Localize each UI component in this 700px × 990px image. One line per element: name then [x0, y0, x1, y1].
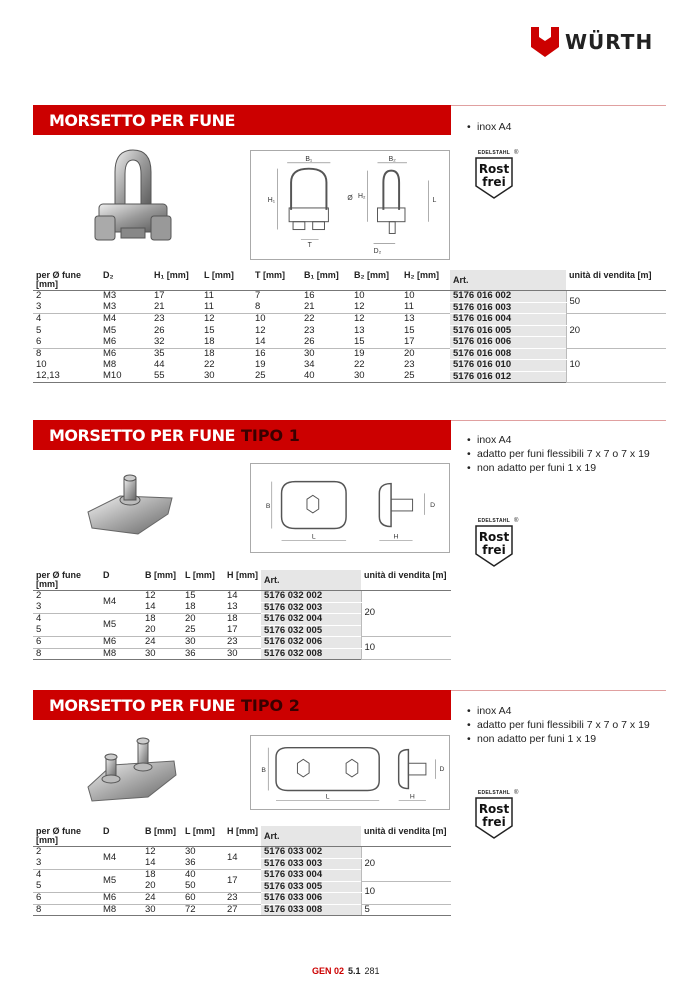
- feature-item: • adatto per funi flessibili 7 x 7 o 7 x 19: [467, 718, 650, 732]
- cell: 3: [36, 857, 42, 869]
- cell: 13: [354, 324, 365, 336]
- sales-unit: 20: [566, 314, 666, 349]
- cell: 20: [145, 880, 156, 892]
- col-header: unità di vendita [m]: [566, 270, 666, 291]
- article-number: 5176 033 002: [261, 847, 361, 859]
- table-row: [33, 847, 451, 859]
- article-number: 5176 016 010: [450, 360, 566, 372]
- dim-label: L: [432, 197, 437, 205]
- cell: 18: [142, 614, 182, 626]
- dim-label: D: [439, 766, 445, 774]
- feature-item: • adatto per funi flessibili 7 x 7 o 7 x 19: [467, 447, 650, 461]
- col-header: B₁ [mm]: [301, 270, 351, 291]
- cell: 21: [304, 301, 315, 313]
- section-title: MORSETTO PER FUNE: [49, 425, 235, 445]
- cell: M6: [100, 348, 151, 360]
- col-header: per Ø fune [mm]: [33, 826, 100, 847]
- cell: 2: [36, 846, 42, 858]
- cell: 14: [227, 590, 238, 602]
- cell: M6: [100, 637, 142, 649]
- cell: 10: [354, 290, 365, 302]
- cell: 7: [255, 290, 261, 302]
- cell: 12: [351, 314, 401, 326]
- spec-table-2: [33, 570, 451, 660]
- cell: 17: [154, 290, 165, 302]
- cell: 14: [145, 601, 156, 613]
- cell: 50: [185, 880, 196, 892]
- cell: 36: [185, 857, 196, 869]
- cell: 30: [142, 904, 182, 916]
- sales-unit: 5: [361, 904, 451, 916]
- cell: 30: [351, 371, 401, 383]
- col-header: L [mm]: [201, 270, 252, 291]
- cell: 2: [36, 590, 42, 602]
- cell: 3: [36, 301, 42, 313]
- cell: 18: [201, 348, 252, 360]
- article-number: 5176 033 004: [261, 870, 361, 882]
- cell: M8: [100, 648, 142, 660]
- cell: 21: [154, 301, 165, 313]
- cell: M6: [103, 335, 117, 347]
- cell: M8: [100, 904, 142, 916]
- cell: 8: [33, 348, 100, 360]
- cell: 5: [36, 880, 42, 892]
- cell: 22: [301, 314, 351, 326]
- section-banner-3: [33, 690, 451, 720]
- cell: 8: [255, 301, 261, 313]
- cell: 4: [33, 314, 100, 326]
- cell: 25: [185, 624, 196, 636]
- cell: M3: [103, 290, 117, 302]
- page-number: 281: [364, 966, 380, 976]
- feature-list-1: [467, 120, 511, 134]
- sales-unit: 10: [361, 637, 451, 660]
- cell: 19: [255, 359, 266, 370]
- table-row: [33, 291, 666, 303]
- section-title-accent: TIPO 2: [240, 695, 300, 715]
- cell: 60: [182, 893, 224, 905]
- sales-unit: 20: [361, 847, 451, 882]
- badge-line1: Rost: [478, 162, 510, 176]
- cell: 14: [145, 857, 156, 869]
- cell: M4: [103, 851, 117, 863]
- cell: 12: [145, 846, 156, 858]
- wurth-logo: [531, 27, 653, 57]
- spec-table-1: [33, 270, 666, 383]
- cell: 3: [36, 601, 42, 613]
- cell: 15: [354, 335, 365, 347]
- article-number: 5176 016 004: [450, 314, 566, 326]
- article-number: 5176 032 006: [261, 637, 361, 649]
- col-header: unità di vendita [m]: [361, 826, 451, 847]
- cell: 8: [33, 648, 100, 660]
- dim-label: B: [261, 767, 266, 775]
- rope-clip-type2-photo: [82, 735, 182, 815]
- cell: 23: [151, 314, 201, 326]
- cell: 23: [404, 359, 415, 370]
- cell: 35: [151, 348, 201, 360]
- cell: 4: [33, 870, 100, 882]
- cell: 15: [204, 324, 215, 336]
- cell: 17: [224, 870, 261, 893]
- dim-label: Ø: [347, 195, 353, 203]
- col-header: H₁ [mm]: [151, 270, 201, 291]
- cell: 55: [151, 371, 201, 383]
- cell: M3: [103, 301, 117, 313]
- article-number: 5176 016 008: [450, 348, 566, 360]
- cell: 12: [201, 314, 252, 326]
- cell: 11: [404, 301, 414, 313]
- badge-reg: ®: [514, 150, 519, 156]
- table-header-row: [33, 826, 451, 847]
- dim-label: H: [409, 793, 415, 801]
- dim-label: L: [325, 793, 330, 801]
- table-row: [33, 637, 451, 649]
- col-header: D: [100, 826, 142, 847]
- cell: 30: [201, 371, 252, 383]
- section-title-accent: TIPO 1: [240, 425, 300, 445]
- cell: 25: [252, 371, 301, 383]
- sales-unit: 10: [566, 348, 666, 383]
- sales-unit: 10: [361, 881, 451, 904]
- technical-drawing-2: [250, 463, 450, 553]
- cell: 30: [224, 648, 261, 660]
- badge-top-text: EDELSTAHL: [477, 150, 511, 156]
- cell: 26: [304, 335, 315, 347]
- badge-top-text: EDELSTAHL: [477, 790, 511, 796]
- cell: 2: [36, 290, 42, 302]
- footer-code: GEN 02: [312, 966, 345, 976]
- section-banner-2: [33, 420, 451, 450]
- col-header: H [mm]: [224, 826, 261, 847]
- section-rule: [451, 420, 666, 421]
- cell: 36: [182, 648, 224, 660]
- cell: 16: [304, 290, 315, 302]
- rostfrei-badge: [470, 518, 518, 574]
- article-number: 5176 032 004: [261, 614, 361, 626]
- cell: 12,13: [33, 371, 100, 383]
- cell: 23: [224, 637, 261, 649]
- spec-table-3: [33, 826, 451, 916]
- cell: 32: [154, 335, 165, 347]
- table-row: [33, 314, 666, 326]
- col-header: per Ø fune [mm]: [33, 570, 100, 591]
- footer-section: 5.1: [348, 966, 361, 976]
- article-number: 5176 033 008: [261, 904, 361, 916]
- dim-label: L: [311, 533, 316, 541]
- cell: 23: [304, 324, 315, 336]
- cell: 27: [224, 904, 261, 916]
- table-header-row: [33, 570, 451, 591]
- technical-drawing-3: [250, 735, 450, 810]
- col-header: T [mm]: [252, 270, 301, 291]
- section-title: MORSETTO PER FUNE: [49, 695, 235, 715]
- cell: 13: [227, 601, 238, 613]
- col-header: D₂: [100, 270, 151, 291]
- cell: 14: [227, 851, 238, 863]
- cell: M8: [103, 359, 117, 370]
- feature-list-3: [467, 704, 650, 746]
- article-number: 5176 016 003: [450, 302, 566, 314]
- badge-reg: ®: [514, 790, 519, 796]
- article-number: 5176 033 006: [261, 893, 361, 905]
- cell: 19: [351, 348, 401, 360]
- feature-item: • non adatto per funi 1 x 19: [467, 461, 650, 475]
- badge-line1: Rost: [478, 530, 510, 544]
- cell: 5: [36, 324, 42, 336]
- cell: 18: [142, 870, 182, 882]
- cell: 34: [304, 359, 315, 370]
- col-header: Art.: [261, 570, 361, 591]
- feature-item: • non adatto per funi 1 x 19: [467, 732, 650, 746]
- cell: 12: [255, 324, 266, 336]
- wire-rope-clip-photo: [85, 142, 180, 252]
- cell: 6: [33, 637, 100, 649]
- brand-name: WÜRTH: [565, 30, 654, 54]
- cell: 18: [224, 614, 261, 626]
- cell: 12: [354, 301, 365, 313]
- cell: 22: [204, 359, 215, 370]
- cell: M5: [103, 324, 117, 336]
- cell: 15: [185, 590, 196, 602]
- rope-clip-type1-photo: [80, 470, 180, 550]
- dim-label: T: [307, 242, 312, 250]
- cell: 20: [401, 348, 450, 360]
- section-banner-1: [33, 105, 451, 135]
- cell: M10: [100, 371, 151, 383]
- col-header: unità di vendita [m]: [361, 570, 451, 591]
- dim-label: H₁: [267, 197, 276, 205]
- cell: 13: [401, 314, 450, 326]
- cell: M6: [100, 893, 142, 905]
- cell: 20: [145, 624, 156, 636]
- cell: 23: [224, 893, 261, 905]
- cell: 26: [154, 324, 165, 336]
- cell: 15: [404, 324, 415, 336]
- cell: 17: [227, 624, 238, 636]
- section-rule: [451, 105, 666, 106]
- article-number: 5176 033 005: [261, 881, 361, 893]
- article-number: 5176 016 002: [450, 291, 566, 303]
- col-header: Art.: [450, 270, 566, 291]
- dim-label: B₁: [305, 155, 313, 163]
- article-number: 5176 016 012: [450, 371, 566, 383]
- badge-line2: frei: [482, 175, 506, 189]
- dim-label: B: [265, 503, 271, 510]
- col-header: B [mm]: [142, 570, 182, 591]
- section-rule: [451, 690, 666, 691]
- article-number: 5176 033 003: [261, 858, 361, 870]
- cell: 17: [404, 335, 415, 347]
- cell: 40: [182, 870, 224, 882]
- cell: 24: [142, 893, 182, 905]
- badge-line1: Rost: [478, 802, 510, 816]
- col-header: B₂ [mm]: [351, 270, 401, 291]
- cell: M4: [100, 314, 151, 326]
- cell: 11: [204, 301, 214, 313]
- section-title: MORSETTO PER FUNE: [49, 110, 235, 130]
- cell: 16: [252, 348, 301, 360]
- badge-line2: frei: [482, 815, 506, 829]
- cell: 25: [401, 371, 450, 383]
- dim-label: D: [430, 502, 436, 510]
- feature-item: • inox A4: [467, 704, 650, 718]
- col-header: L [mm]: [182, 826, 224, 847]
- col-header: D: [100, 570, 142, 591]
- wurth-logo-icon: [531, 27, 559, 57]
- col-header: B [mm]: [142, 826, 182, 847]
- cell: 6: [36, 335, 42, 347]
- cell: M4: [103, 595, 117, 607]
- table-row: [33, 591, 451, 603]
- cell: 30: [301, 348, 351, 360]
- page-footer: [312, 966, 380, 976]
- cell: 11: [204, 290, 214, 302]
- cell: 20: [182, 614, 224, 626]
- badge-reg: ®: [514, 518, 519, 524]
- cell: 22: [354, 359, 365, 370]
- col-header: H₂ [mm]: [401, 270, 450, 291]
- table-row: [33, 904, 451, 916]
- feature-item: • inox A4: [467, 120, 511, 134]
- cell: M5: [100, 870, 142, 893]
- cell: 10: [36, 359, 47, 370]
- cell: 30: [185, 846, 196, 858]
- cell: 40: [301, 371, 351, 383]
- dim-label: H₂: [357, 193, 366, 201]
- badge-top-text: EDELSTAHL: [477, 518, 511, 524]
- badge-line2: frei: [482, 543, 506, 557]
- article-number: 5176 032 005: [261, 625, 361, 637]
- col-header: L [mm]: [182, 570, 224, 591]
- cell: 30: [182, 637, 224, 649]
- sales-unit: 20: [361, 591, 451, 637]
- cell: 30: [142, 648, 182, 660]
- cell: 8: [33, 904, 100, 916]
- article-number: 5176 016 006: [450, 337, 566, 349]
- dim-label: B₂: [388, 155, 396, 163]
- dim-label: H: [393, 533, 399, 541]
- cell: 5: [36, 624, 42, 636]
- technical-drawing-1: [250, 150, 450, 260]
- cell: M5: [100, 614, 142, 637]
- cell: 4: [33, 614, 100, 626]
- cell: 72: [182, 904, 224, 916]
- article-number: 5176 032 008: [261, 648, 361, 660]
- cell: 6: [33, 893, 100, 905]
- cell: 24: [142, 637, 182, 649]
- cell: 10: [404, 290, 415, 302]
- rostfrei-badge: [470, 790, 518, 846]
- table-header-row: [33, 270, 666, 291]
- cell: 18: [185, 601, 196, 613]
- article-number: 5176 032 002: [261, 591, 361, 603]
- cell: 14: [255, 335, 266, 347]
- feature-item: • inox A4: [467, 433, 650, 447]
- rostfrei-badge: [470, 150, 518, 206]
- cell: 12: [145, 590, 156, 602]
- cell: 10: [252, 314, 301, 326]
- col-header: per Ø fune [mm]: [33, 270, 100, 291]
- feature-list-2: [467, 433, 650, 475]
- article-number: 5176 032 003: [261, 602, 361, 614]
- col-header: H [mm]: [224, 570, 261, 591]
- cell: 18: [204, 335, 215, 347]
- sales-unit: 50: [566, 291, 666, 314]
- article-number: 5176 016 005: [450, 325, 566, 337]
- table-row: [33, 348, 666, 360]
- cell: 44: [154, 359, 165, 370]
- col-header: Art.: [261, 826, 361, 847]
- dim-label: D₂: [373, 248, 382, 256]
